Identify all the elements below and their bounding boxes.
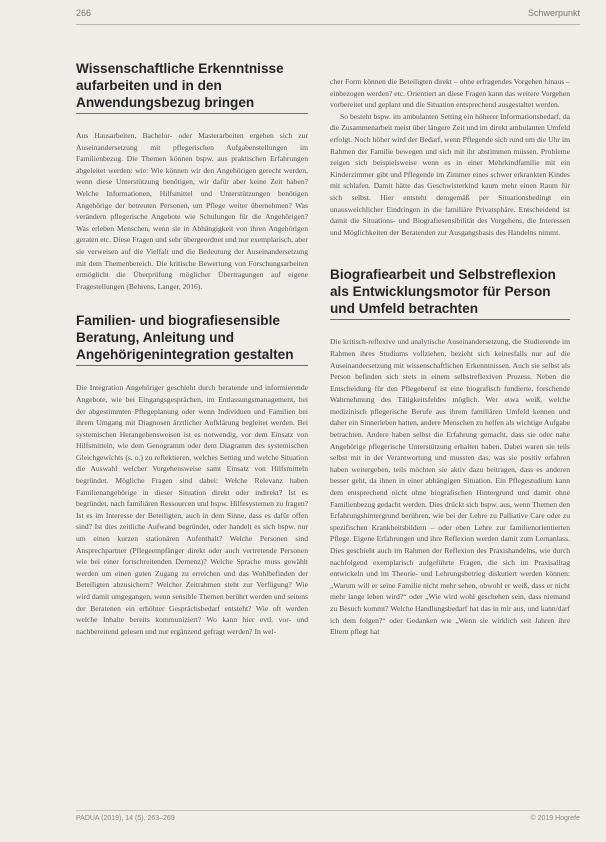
- section-body: [76, 382, 308, 637]
- section-biography-work: [330, 266, 570, 637]
- paragraph: So besteht bspw. im ambulanten Setting ein höherer Informationsbedarf, da die Zusammenarbeit meist über längere Zeit und im direkt ambulanten Umfeld erfolgt. Noch höher wird der Bedarf, wenn Pflegende sich rund um die Uhr im Rahmen der Familie bewegen und sich mit ihr abstimmen müssen. Probleme zeigen sich beispielsweise wenn es in einer Mehrkindfamilie mit ein Kinderzimmer gibt und Pflegende im Zimmer eines schwer erkrankten Kindes mit schlafen. Damit hätte das Geschwisterkind kaum mehr einen Raum für sich selbst. Hier entsteht demgemäß per Situationsbedingt ein unausweichlicher Eindringen in die familiäre Privatsphäre. Entscheidend ist damit die Situations- und Biografiesensibilität des Vorgehens, die Interessen und Möglichkeiten der Beratenden zur Ausgangsbasis des Handelns nimmt.: [330, 111, 570, 237]
- running-footer: [76, 810, 580, 827]
- running-header: [76, 2, 580, 25]
- section-heading: Biografiearbeit und Selbstreflexion als Entwicklungsmotor für Person und Umfeld betrachten: [330, 266, 570, 320]
- paragraph: Aus Hausarbeiten, Bachelor- oder Masterarbeiten ergeben sich zur Auseinandersetzung mit pflegerischen Aufgabenstellungen im Familienbezug. Die Themen können bspw. aus praktischen Erfahrungen abgeleitet werden: wie: Wie können wir den Angehörigen gerecht werden, wenn diese Unterstützung benötigen, wir dafür aber keine Zeit haben? Welche Informationen, Hilfsmittel und Unterstützungen benötigen Angehörige der betreuten Personen, um Pflege weiter übernehmen? Was verändern pflegerische Angebote wie Schulungen für die Angehörigen? Was erleben Menschen, wenn sie in Abhängigkeit von ihren Angehörigen geraten etc. Diese Fragen und sehr übergeordnet und nur exemplarisch, aber sie verweisen auf die Vielfalt und die Bedeutung der Auseinandersetzung mit dem Themenbereich. Die kritische Bewertung von Forschungsarbeiten ermöglicht die Überprüfung möglicher Übertragungen auf eigene Fragestellungen (Behrens, Langer, 2016).: [76, 131, 308, 291]
- section-body: [330, 336, 570, 637]
- paragraph: Die Integration Angehöriger geschieht durch beratende und informierende Angebote, wie bei Eingangsgesprächen, im Entlassungsmanagement, bei der abgestimmten Pflegeplanung oder wenn Individuen und Familien bei ihrem Umgang mit Diagnosen ärztlicher Aufklärung begleitet werden. Bei systemischen Herangehensweisen ist es notwendig, vor dem Einsatz von Hilfsmitteln, wie dem Genogramm oder dem Diagramm des systemischen Gleichgewichts (s. o.) zu reflektieren, welches Setting und welche Situation die Auswahl welcher Vorgehensweise samt Einsatz von Hilfsmitteln begründet. Mögliche Fragen sind dabei: Welche Relevanz haben Familienangehörige in dieser Situation direkt oder indirekt? Ist es begründet, nach familiären Ressourcen und bspw. Hilfesystemen zu fragen? Ist es im Interesse der Beteiligten, auch in dem Sinne, dass es dafür offen sind? Ist dies zeitliche Aufwand begründet, oder handelt es sich bspw. nur um einen kurzen stationären Aufenthalt? Welche Personen sind Ansprechpartner (Pflegeempfänger direkt oder auch vertretende Personen wie bei einer fortschreitenden Demenz)? Welche Sprache muss gewählt werden um einen guten Zugang zu erreichen und das Wohlbefinden der Beteiligten abzusichern? Welcher Zeitrahmen steht zur Verfügung? Wie wird damit umgegangen, wenn sensible Themen berührt werden und seitens der Beratenen ein erhöhter Gesprächsbedarf entsteht? Wie oft werden welche Inhalte bereits kommuniziert? Wo kann hier evtl. vor- und nachbereitend gelesen und nur ergänzend gefragt werden? In wel-: [76, 383, 308, 636]
- page-number: 266: [76, 8, 92, 18]
- paragraph: Die kritisch-reflexive und analytische Auseinandersetzung, die Studierende im Rahmen ihres Studiums vollziehen, bezieht sich keinesfalls nur auf die Auseinandersetzung mit wissenschaftlichen Erkenntnissen. Auch sie selbst als Person befinden sich stets in einem selbstreflexiven Prozess. Neben die Entscheidung für den Pflegeberuf ist eine biografisch fundierte, forschende Wahrnehmung des Tätigkeitsfeldes möglich. Wer etwa weiß, welche medizinisch pflegerische Berufe aus ihrem familiären Umfeld kennen und daher ein Sinnerleben hatten, andere Menschen zu helfen als wichtige Aufgabe betrachten. Andere haben selbst die Erfahrung gemacht, dass sie oder nahe Angehörige pflegerische Unterstützung erhalten haben. Dabei waren sie teils selbst mit in der Verantwortung und mussten das, was sie positiv erfahren haben weitergeben, teils möchten sie aktiv dazu beitragen, dass es anderen besser geht, da ihnen in einer abhängigen Situation. Ein Pflegestudium kann dem entsprechend nicht ohne biografischen Hintergrund und damit ohne Familienbezug gedacht werden. Dies drückt sich bspw. aus, wenn Themen den Erfahrungshintergrund berühren, wie bei der Lehre zu Palliative Care oder zu spezifischen Krankheitsbildern – oder eben Lehre zur familienorientierten Pflege. Eigene Erfahrungen und ihre Reflexion werden damit zum Lernanlass. Dies geschieht auch im Rahmen der Reflexion des Praxishandelns, wie durch nachfolgend exemplarisch aufgeführte Fragen, die sich im Praxisalltag entwickeln und im Theorie- und Lehrungsbetrieg diskutiert werden können: „Warum will er seine Familie nicht mehr sehen, obwohl er weiß, dass er nicht mehr lange leben wird?“ oder „Wie wird wohl geschehen sein, dass niemand zu Besuch kommt? Welche Handlungsbedarf hat das in mir aus, und kann/darf ich dem folgen?“ oder Gedanken wie „Wenn sie wirklich seit Jahren ihre Eltern pflegt hat: [330, 337, 570, 637]
- section-body: [330, 76, 570, 238]
- left-column: [76, 60, 308, 657]
- section-heading: Wissenschaftliche Erkenntnisse aufarbeiten und in den Anwendungsbezug bringen: [76, 60, 308, 114]
- section-family-counseling: [76, 312, 308, 637]
- section-scientific-findings: [76, 60, 308, 292]
- section-label: Schwerpunkt: [527, 8, 580, 18]
- section-heading: Familien- und biografiesensible Beratung, Anleitung und Angehörigenintegration gestalten: [76, 312, 308, 366]
- copyright-notice: © 2019 Hogrefe: [530, 815, 580, 822]
- section-continuation: [330, 76, 570, 238]
- paragraph: cher Form können die Beteiligten direkt – ohne erfragendes Vorgehen hinaus – einbezogen werden? etc. Orientiert an diese Fragen kann das weitere Vorgehen vorbereitet und geplant und die Situation entsprechend ausgestaltet werden.: [330, 77, 570, 110]
- journal-citation: PADUA (2019), 14 (5), 263–269: [76, 815, 175, 822]
- section-body: [76, 130, 308, 292]
- right-column: [330, 76, 570, 658]
